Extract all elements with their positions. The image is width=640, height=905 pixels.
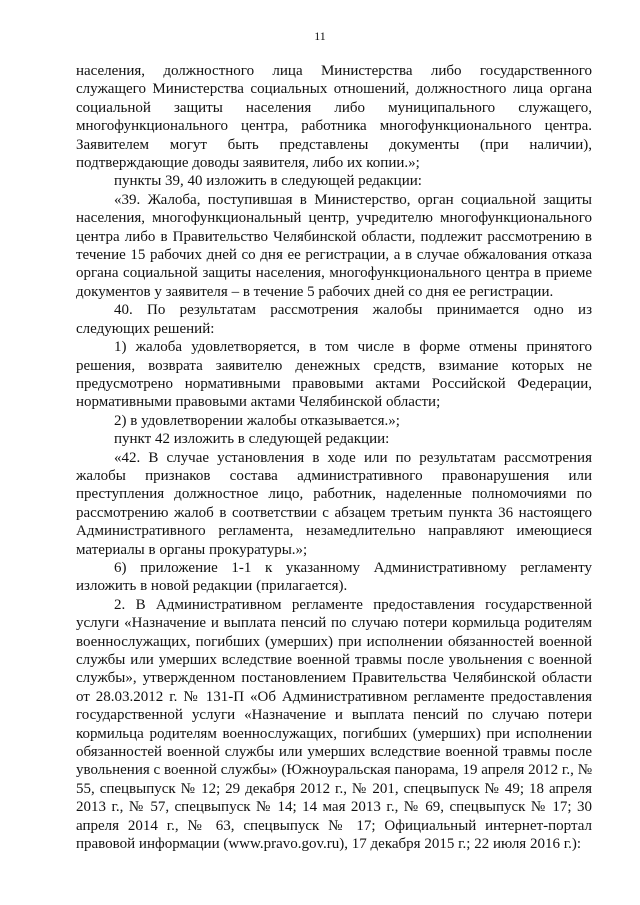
paragraph-continuation: населения, должностного лица Министерства либо государственного служащего Министерства социальных отношений, должностного лица органа социальной защиты населения либо муниципального служащего, многофункционального центра, работника многофункционального центра. Заявителем могут быть представлены документы (при наличии), подтверждающие доводы заявителя, либо их копии.»; [76, 63, 592, 172]
paragraph-item-6: 6) приложение 1-1 к указанному Административному регламенту изложить в новой редакции (прилагается). [76, 559, 592, 595]
page-number: 11 [314, 29, 326, 43]
paragraph-item-42: «42. В случае установления в ходе или по результатам рассмотрения жалобы признаков состава административного правонарушения или преступления должностное лицо, работник, наделенные полномочиями по рассмотрению жалоб в соответствии с абзацем третьим пункта 36 настоящего Административного регламента, незамедлительно направляют имеющиеся материалы в органы прокуратуры.»; [76, 449, 592, 558]
paragraph-item-40-2: 2) в удовлетворении жалобы отказывается.»; [114, 412, 400, 429]
paragraph-section-2: 2. В Административном регламенте предоставления государственной услуги «Назначение и выплата пенсий по случаю потери кормильца родителям военнослужащих, погибших (умерших) при исполнении обязанностей военной службы или умерших вследствие военной травмы после увольнения с военной службы», утвержденном постановлением Правительства Челябинской области от 28.03.2012 г. № 131-П «Об Административном регламенте предоставления государственной услуги «Назначение и выплата пенсий по случаю потери кормильца родителям военнослужащих, погибших (умерших) при исполнении обязанностей военной службы или умерших вследствие военной травмы после увольнения с военной службы» (Южноуральская панорама, 19 апреля 2012 г., № 55, спецвыпуск № 12; 29 декабря 2012 г., № 201, спецвыпуск № 49; 18 апреля 2013 г., № 57, спецвыпуск № 14; 14 мая 2013 г., № 69, спецвыпуск № 17; 30 апреля 2014 г., № 63, спецвыпуск № 17; Официальный интернет-портал правовой информации (www.pravo.gov.ru), 17 декабря 2015 г.; 22 июля 2016 г.): [76, 596, 592, 853]
paragraph-item-40: 40. По результатам рассмотрения жалобы принимается одно из следующих решений: [76, 302, 592, 337]
paragraph-instruction-39-40: пункты 39, 40 изложить в следующей редакции: [114, 173, 422, 190]
document-body [76, 62, 592, 853]
paragraph-instruction-42: пункт 42 изложить в следующей редакции: [114, 431, 390, 448]
paragraph-item-40-1: 1) жалоба удовлетворяется, в том числе в форме отмены принятого решения, возврата заявителю денежных средств, взимание которых не предусмотрено нормативными правовыми актами Российской Федерации, нормативными правовыми актами Челябинской области; [76, 339, 592, 411]
paragraph-item-39: «39. Жалоба, поступившая в Министерство, орган социальной защиты населения, многофункциональный центр, учредителю многофункционального центра либо в Правительство Челябинской области, подлежит рассмотрению в течение 15 рабочих дней со дня ее регистрации, а в случае обжалования отказа органа социальной защиты населения, многофункционального центра в приеме документов у заявителя – в течение 5 рабочих дней со дня ее регистрации. [76, 191, 592, 300]
